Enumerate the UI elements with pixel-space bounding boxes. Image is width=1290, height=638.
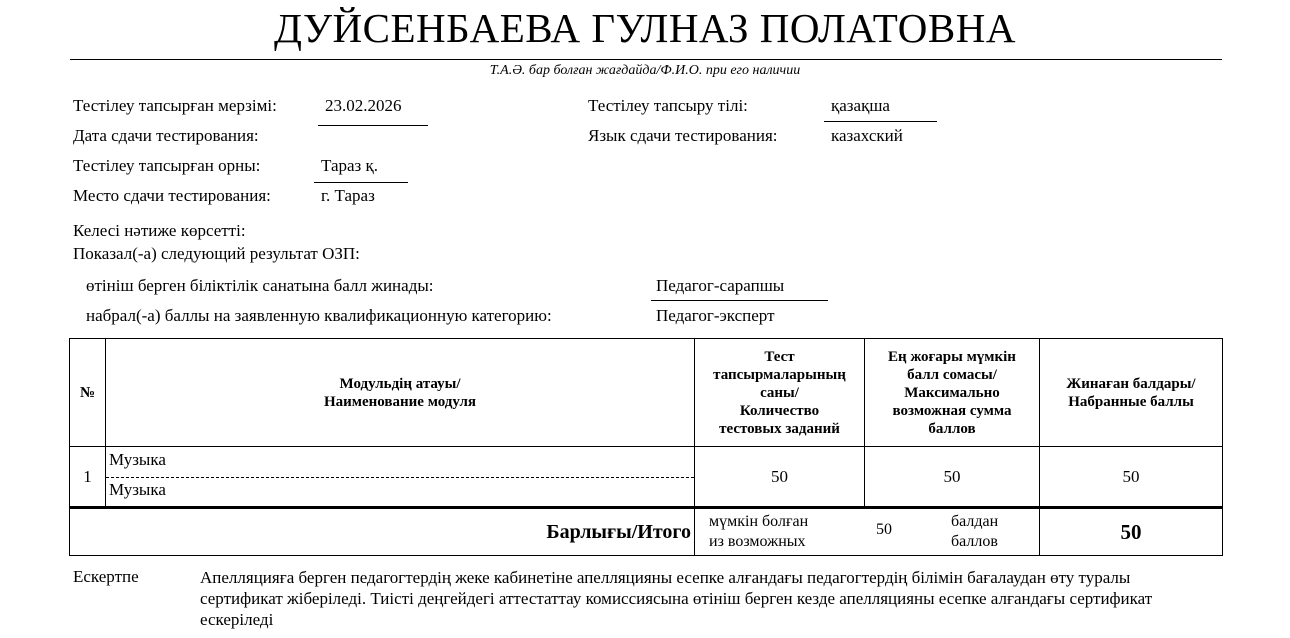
header-max [865, 339, 1040, 447]
row-module-divider [106, 477, 694, 478]
total-possible-value: 50 [876, 521, 892, 538]
header-count-line: тестовых заданий [719, 420, 840, 437]
test-lang-underline [824, 121, 937, 122]
total-possible-kz: мүмкін болған [709, 513, 809, 530]
results-table [69, 338, 1223, 556]
category-value-kz: Педагог-сарапшы [656, 276, 785, 295]
category-underline [651, 300, 828, 301]
header-score-line: Жинаған балдары/ [1066, 375, 1196, 392]
total-points-kz: балдан [951, 513, 999, 530]
header-module-kz: Модульдің атауы/ [339, 375, 461, 392]
test-lang-label-ru: Язык сдачи тестирования: [588, 126, 778, 145]
row-num: 1 [70, 447, 106, 508]
row-score: 50 [1040, 447, 1223, 508]
test-date-underline [318, 125, 428, 126]
full-name-title: ДУЙСЕНБАЕВА ГУЛНАЗ ПОЛАТОВНА [274, 5, 1016, 51]
total-score: 50 [1040, 508, 1223, 556]
category-label-kz: өтініш берген біліктілік санатына балл жинады: [86, 276, 434, 295]
category-label-ru: набрал(-а) баллы на заявленную квалификационную категорию: [86, 306, 552, 325]
test-place-label-ru: Место сдачи тестирования: [73, 186, 271, 205]
header-module-ru: Наименование модуля [323, 393, 477, 410]
header-count-line: Количество [739, 402, 820, 419]
header-max-line: баллов [928, 420, 976, 437]
total-possible [695, 508, 1040, 556]
header-num: № [70, 339, 106, 447]
header-count [695, 339, 865, 447]
table-row [70, 447, 1223, 508]
header-score [1040, 339, 1223, 447]
category-value-ru: Педагог-эксперт [656, 306, 775, 325]
test-place-label-kz: Тестілеу тапсырған орны: [73, 156, 261, 175]
header-count-line: Тест [764, 348, 795, 365]
total-points-text [951, 512, 998, 552]
total-possible-ru: из возможных [709, 533, 806, 550]
total-label: Барлығы/Итого [70, 508, 695, 556]
test-lang-label-kz: Тестілеу тапсыру тілі: [588, 96, 748, 115]
table-header-row [70, 339, 1223, 447]
test-place-underline [314, 182, 408, 183]
header-max-line: возможная сумма [892, 402, 1012, 419]
row-module-kz: Музыка [109, 450, 166, 469]
row-module [106, 447, 695, 508]
test-place-value-kz: Тараз қ. [321, 156, 379, 175]
note-label: Ескертпе [73, 567, 139, 586]
test-date-label-ru: Дата сдачи тестирования: [73, 126, 259, 145]
row-max: 50 [865, 447, 1040, 508]
header-max-line: балл сомасы/ [907, 366, 997, 383]
total-possible-text [709, 512, 808, 552]
header-score-line: Набранные баллы [1068, 393, 1194, 410]
test-place-value-ru: г. Тараз [321, 186, 375, 205]
total-points-ru: баллов [951, 533, 998, 550]
note-text: Апелляцияға берген педагогтердің жеке кабинетіне апелляцияны есепке алғандағы педагогтердің білімін бағалаудан өту туралы сертификат жіберіледі. Тиісті деңгейдегі аттестаттау комиссиясына өтініш берген кезде апелляцияны есепке алғандағы сертификат ескеріледі [200, 568, 1153, 629]
test-date-value: 23.02.2026 [325, 96, 402, 115]
header-module [106, 339, 695, 447]
test-date-label-kz: Тестілеу тапсырған мерзімі: [73, 96, 277, 115]
header-max-line: Ең жоғары мүмкін [888, 348, 1016, 365]
test-lang-value-kz: қазақша [831, 96, 890, 115]
row-module-ru: Музыка [109, 480, 166, 499]
header-count-line: тапсырмаларының [713, 366, 846, 383]
row-count: 50 [695, 447, 865, 508]
result-intro-kz: Келесі нәтиже көрсетті: [73, 221, 246, 240]
test-lang-value-ru: казахский [831, 126, 903, 145]
name-caption: Т.А.Ә. бар болған жағдайда/Ф.И.О. при его наличии [489, 63, 801, 78]
table-total-row [70, 508, 1223, 556]
header-max-line: Максимально [904, 384, 1000, 401]
header-count-line: саны/ [760, 384, 799, 401]
title-underline [70, 59, 1222, 60]
result-intro-ru: Показал(-а) следующий результат ОЗП: [73, 244, 360, 263]
